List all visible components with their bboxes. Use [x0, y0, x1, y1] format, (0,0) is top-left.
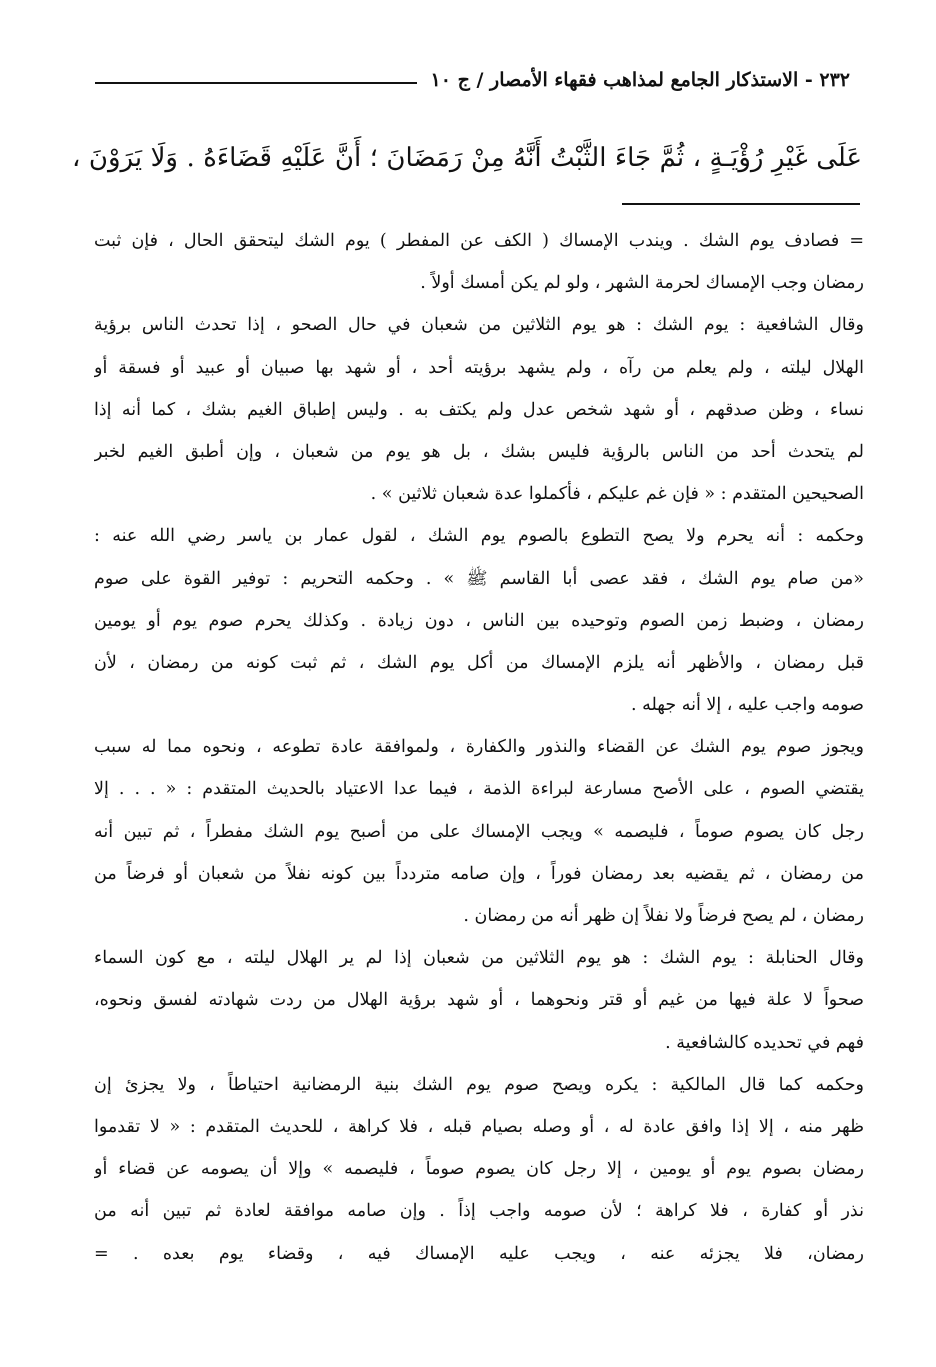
footnote-line: من رمضان ، ثم يقضيه بعد رمضان فوراً ، وإن صامه متردداً بين كونه نفلاً من شعبان أو فرضاً من [94, 863, 864, 884]
footnote-line: لم يتحدث أحد من الناس بالرؤية فليس بشك ، بل هو يوم من شعبان ، وإن أطبق الغيم لخبر [94, 441, 864, 462]
footnote-line: فهم في تحديده كالشافعية . [665, 1032, 864, 1053]
main-text: عَلَى غَيْرِ رُؤْيَـةٍ ، ثُمَّ جَاءَ الثَّبْتُ أَنَّهُ مِنْ رَمَضَانَ ؛ أَنَّ عَلَيْهِ قَضَاءَهُ . وَلَا يَرَوْنَ ، [72, 143, 862, 173]
footnote-line: الهلال ليلته ، ولم يعلم من رآه ، ولم يشهد برؤيته أحد ، أو شهد بها صبيان أو عبيد أو فسقة أو [94, 357, 864, 378]
footnote-line: قبل رمضان ، والأظهر أنه يلزم الإمساك من أكل يوم الشك ، ثم ثبت كونه من رمضان ، لأن [94, 652, 864, 673]
footnote-line: وحكمه : أنه يحرم ولا يصح التطوع بالصوم يوم الشك ، لقول عمار بن ياسر رضي الله عنه : [94, 526, 864, 547]
footnote-line: رمضان، فلا يجزئه عنه ، ويجب عليه الإمساك فيه ، وقضاء يوم بعده . = [94, 1243, 864, 1264]
footnote-line: «من صام يوم الشك ، فقد عصى أبا القاسم ﷺ » . وحكمه التحريم : توفير القوة على صوم [94, 568, 864, 589]
footnote-line: وقال الشافعية : يوم الشك : هو يوم الثلاثين من شعبان في حال الصحو ، إذا تحدث الناس برؤية [94, 315, 864, 336]
footnote-line: رمضان ، لم يصح فرضاً ولا نفلاً إن ظهر أنه من رمضان . [463, 906, 864, 926]
footnote-line: رمضان ، وضبط زمن الصوم وتوحيده بين الناس ، دون زيادة . وكذلك يحرم صوم يوم أو يومين [94, 610, 864, 631]
footnote-line: صحواً لا علة فيها من غيم أو قتر ونحوهما ، أو شهد برؤية الهلال من ردت شهادته لفسق ونحوه، [94, 990, 864, 1011]
page-number: ٢٣٢ [819, 69, 850, 91]
header-dash: - [798, 69, 820, 91]
footnote-line: = فصادف يوم الشك . ويندب الإمساك ( الكف عن المفطر ) يوم الشك ليتحقق الحال ، فإن ثبت [94, 231, 864, 251]
footnote-line: يقتضي الصوم ، على الأصح مسارعة لبراءة الذمة ، فيما عدا الاعتياد بالحديث المتقدم : « . . . إلا [94, 779, 864, 800]
running-title: الاستذكار الجامع لمذاهب فقهاء الأمصار / ج ١٠ [430, 69, 799, 91]
footnote-line: نساء ، وظن صدقهم ، أو شهد شخص عدل ولم يكتف به . وليس إطباق الغيم بشك ، كما أنه إذا [94, 399, 864, 420]
footnote-line: ويجوز صوم يوم الشك عن القضاء والنذور والكفارة ، ولموافقة عادة تطوعه ، ونحوه مما له سبب [94, 737, 864, 758]
footnote-line: وقال الحنابلة : يوم الشك : هو يوم الثلاثين من شعبان إذا لم ير الهلال ليلته ، مع كون السماء [94, 948, 864, 969]
footnote-separator [622, 203, 860, 205]
footnotes [94, 220, 864, 1275]
footnote-line: صومه واجب عليه ، إلا أنه جهله . [630, 695, 864, 716]
footnote-line: رمضان وجب الإمساك لحرمة الشهر ، ولو لم يكن أمسك أولاً . [420, 273, 864, 294]
header-rule [95, 82, 417, 84]
page-header [95, 62, 850, 98]
footnote-line: وحكمه كما قال المالكية : يكره ويصح صوم يوم الشك بنية الرمضانية احتياطاً ، ولا يجزئ إن [94, 1074, 864, 1095]
footnote-line: ظهر منه ، إلا إذا وافق عادة له ، أو وصله بصيام قبله ، فلا كراهة ، للحديث المتقدم : « لا تقدموا [94, 1116, 864, 1137]
footnote-line: الصحيحين المتقدم : « فإن غم عليكم ، فأكملوا عدة شعبان ثلاثين » . [370, 484, 864, 505]
footnote-line: نذر أو كفارة ، فلا كراهة ؛ لأن صومه واجب إذاً . وإن صامه موافقة لعادة ثم تبين أنه من [94, 1201, 864, 1222]
footnote-line: رمضان بصوم يوم أو يومين ، إلا رجل كان يصوم صوماً ، فليصمه » وإلا أن يصومه عن قضاء أو [94, 1159, 864, 1180]
footnote-line: رجل كان يصوم صوماً ، فليصمه » ويجب الإمساك على من أصبح يوم الشك مفطراً ، ثم تبين أنه [94, 821, 864, 842]
